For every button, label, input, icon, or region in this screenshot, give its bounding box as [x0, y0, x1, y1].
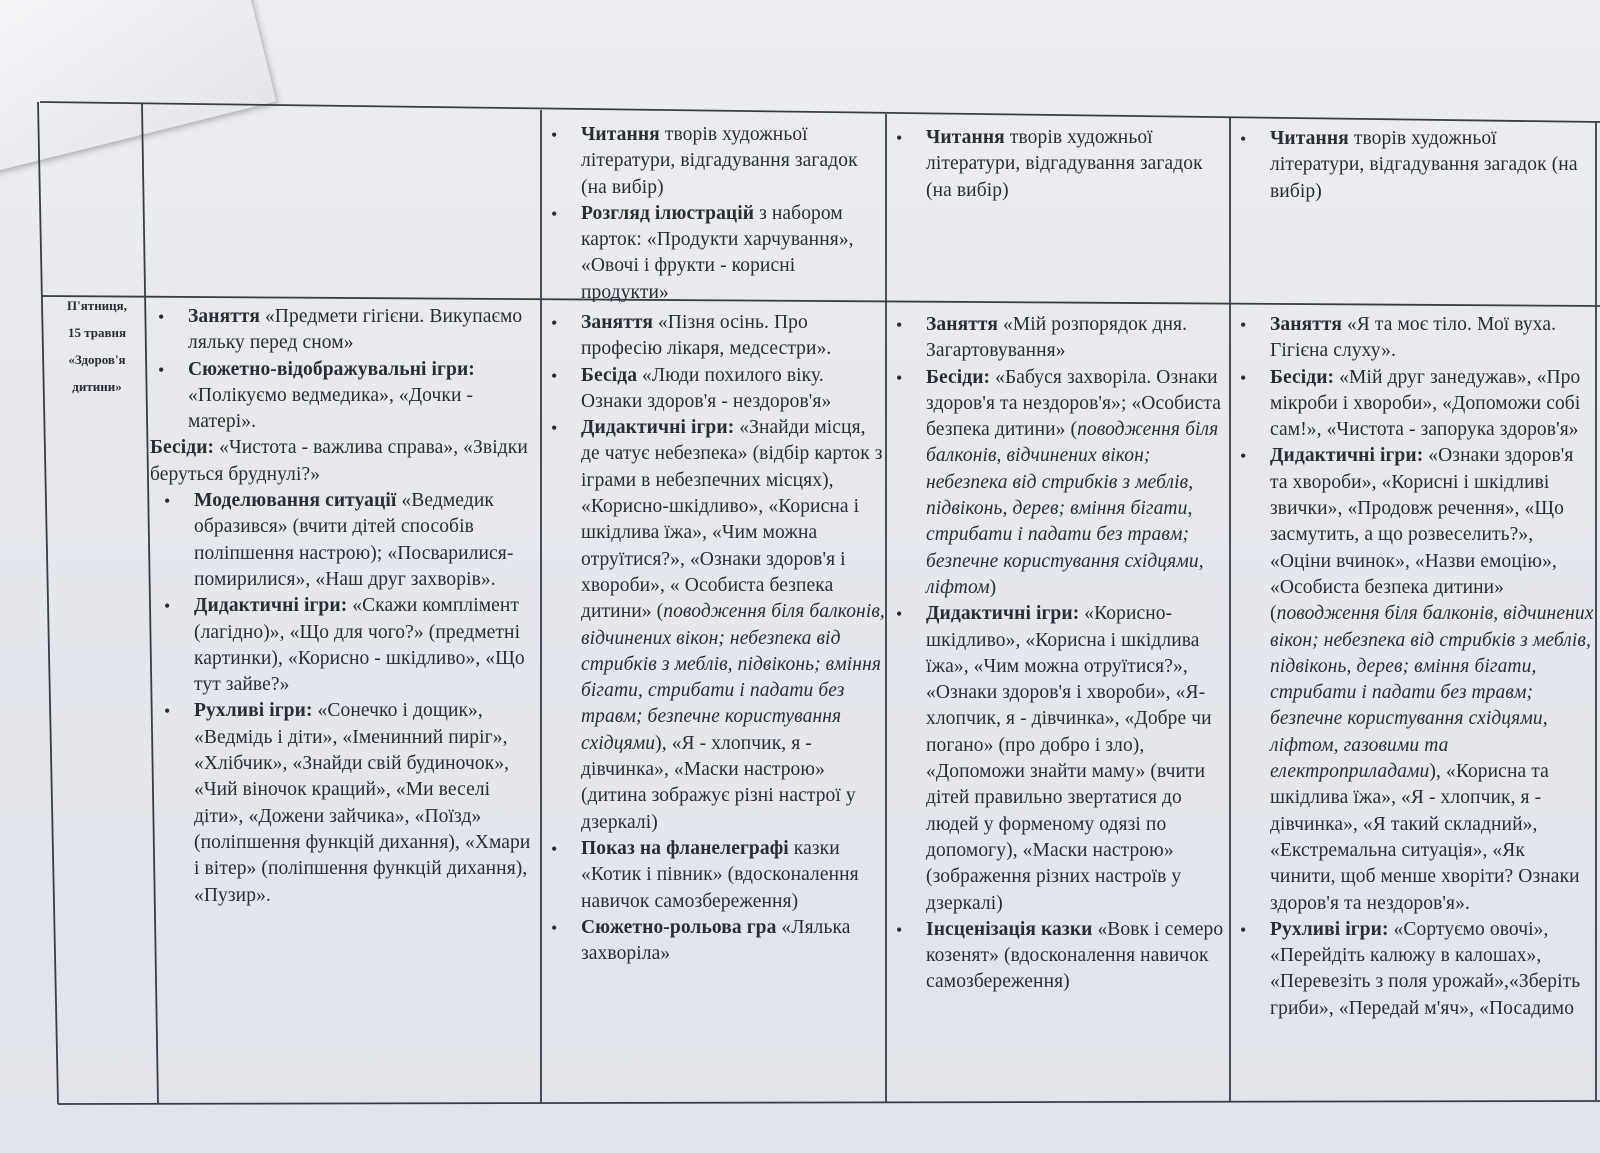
row2-col3-cell [543, 310, 885, 1100]
list-item: • Заняття «Я та моє тіло. Мої вуха. Гігієна слуху». [1232, 312, 1594, 365]
list-item: • Дидактичні ігри: «Ознаки здоров'я та хвороби», «Корисні і шкідливі звички», «Продовж речення», «Що засмутить, а що розвеселить?», «Оціни вчинок», «Назви емоцію», «Особиста безпека дитини» (поводження біля балконів, відчинених вікон; небезпека від стрибків з меблів, підвіконь, дерев; вміння бігати, стрибати і падати без травм; безпечне користування східцями, ліфтом, газовими та електроприладами), «Корисна та шкідлива їжа», «Я - хлопчик, я - дівчинка», «Я такий складний», «Екстремальна ситуація», «Як чинити, щоб менше хворіти? Ознаки здоров'я та нездоров'я». [1232, 443, 1594, 916]
list-item: • Розгляд ілюстрацій з набором карток: «Продукти харчування», «Овочі і фрукти - корисні продукти» [543, 201, 883, 302]
row2-col5-cell [1232, 312, 1594, 1100]
list-item: • Читання творів художньої літератури, відгадування загадок (на вибір) [888, 125, 1228, 204]
talks-paragraph: Бесіди: «Чистота - важлива справа», «Звідки беруться бруднулі?» [150, 437, 528, 485]
row2-col4-cell [888, 312, 1228, 1100]
list-item: • Інсценізація казки «Вовк і семеро козенят» (вдосконалення навичок самозбереження) [888, 917, 1228, 996]
list-item: • Показ на фланелеграфі казки «Котик і півник» (вдосконалення навичок самозбереження) [543, 836, 885, 915]
table-bottom-border [58, 1101, 1600, 1104]
table-top-border [40, 102, 1600, 122]
list-item: • Дидактичні ігри: «Корисно-шкідливо», «Корисна і шкідлива їжа», «Чим можна отруїтися?», «Ознаки здоров'я і хвороби», «Я-хлопчик, я - дівчинка», «Добре чи погано» (про добро і зло), «Допоможи знайти маму» (вчити дітей правильно звертатися до людей у форменому одязі по допомогу), «Маски настрою» (зображення різних настроїв у дзеркалі) [888, 601, 1228, 917]
list-item: • Бесіди: «Мій друг занедужав», «Про мікроби і хвороби», «Допоможи собі сам!», «Чистота - запорука здоров'я» [1232, 365, 1594, 444]
theme-label-line1: «Здоров'я [68, 352, 126, 367]
list-item: • Читання творів художньої літератури, відгадування загадок (на вибір) [543, 122, 883, 201]
row1-col3-cell [543, 122, 883, 302]
list-item: • Заняття «Пізня осінь. Про професію лікаря, медсестри». [543, 310, 885, 363]
row2-col2-cell [150, 304, 538, 1099]
theme-label-line2: дитини» [72, 379, 122, 394]
list-item: • Рухливі ігри: «Сортуємо овочі», «Перейдіть калюжу в калошах», «Перевезіть з поля урожай»,«Зберіть гриби», «Передай м'яч», «Посадимо [1232, 917, 1594, 1022]
list-item: • Заняття «Мій розпорядок дня. Загартовування» [888, 312, 1228, 365]
list-item: • Сюжетно-відображувальні ігри: «Полікуємо ведмедика», «Дочки - матері». [150, 357, 538, 436]
list-item: • Рухливі ігри: «Сонечко і дощик», «Ведмідь і діти», «Іменинний пиріг», «Хлібчик», «Знайди свій будиночок», «Чий віночок кращий», «Ми веселі діти», «Дожени зайчика», «Поїзд» (поліпшення функцій дихання), «Хмари і вітер» (поліпшення функцій дихання), «Пузир». [156, 698, 538, 908]
date-label: 15 травня [67, 325, 127, 340]
list-item: • Дидактичні ігри: «Знайди місця, де чатує небезпека» (відбір карток з іграми в небезпечних місцях), «Корисно-шкідливо», «Корисна і шкідлива їжа», «Чим можна отруїтися?», «Ознаки здоров'я і хвороби», « Особиста безпека дитини» (поводження біля балконів, відчинених вікон; небезпека від стрибків з меблів, підвіконь; вміння бігати, стрибати і падати без травм; безпечне користування східцями), «Я - хлопчик, я - дівчинка», «Маски настрою» (дитина зображує різні настрої у дзеркалі) [543, 415, 885, 836]
row1-col4-cell [888, 125, 1228, 300]
row1-col5-cell [1232, 126, 1594, 301]
col-divider-1 [38, 102, 58, 1104]
list-item: • Дидактичні ігри: «Скажи комплімент (лагідно)», «Що для чого?» (предметні картинки), «Корисно - шкідливо», «Що тут зайве?» [156, 593, 538, 698]
list-item: • Бесіди: «Бабуся захворіла. Ознаки здоров'я та нездоров'я»; «Особиста безпека дитини» (поводження біля балконів, відчинених вікон; небезпека від стрибків з меблів, підвіконь, дерев; вміння бігати, стрибати і падати без травм; безпечне користування східцями, ліфтом) [888, 365, 1228, 602]
list-item: • Моделювання ситуації «Ведмедик образився» (вчити дітей способів поліпшення настрою); «Посварилися-помирилися», «Наш друг захворів». [156, 488, 538, 593]
day-label [44, 292, 150, 400]
list-item: • Читання творів художньої літератури, відгадування загадок (на вибір) [1232, 126, 1594, 205]
list-item: • Заняття «Предмети гігієни. Викупаємо ляльку перед сном» [150, 304, 538, 357]
list-item: • Сюжетно-рольова гра «Лялька захворіла» [543, 915, 885, 968]
list-item: • Бесіда «Люди похилого віку. Ознаки здоров'я - нездоров'я» [543, 363, 885, 416]
weekday-label: П'ятниця, [67, 298, 127, 313]
